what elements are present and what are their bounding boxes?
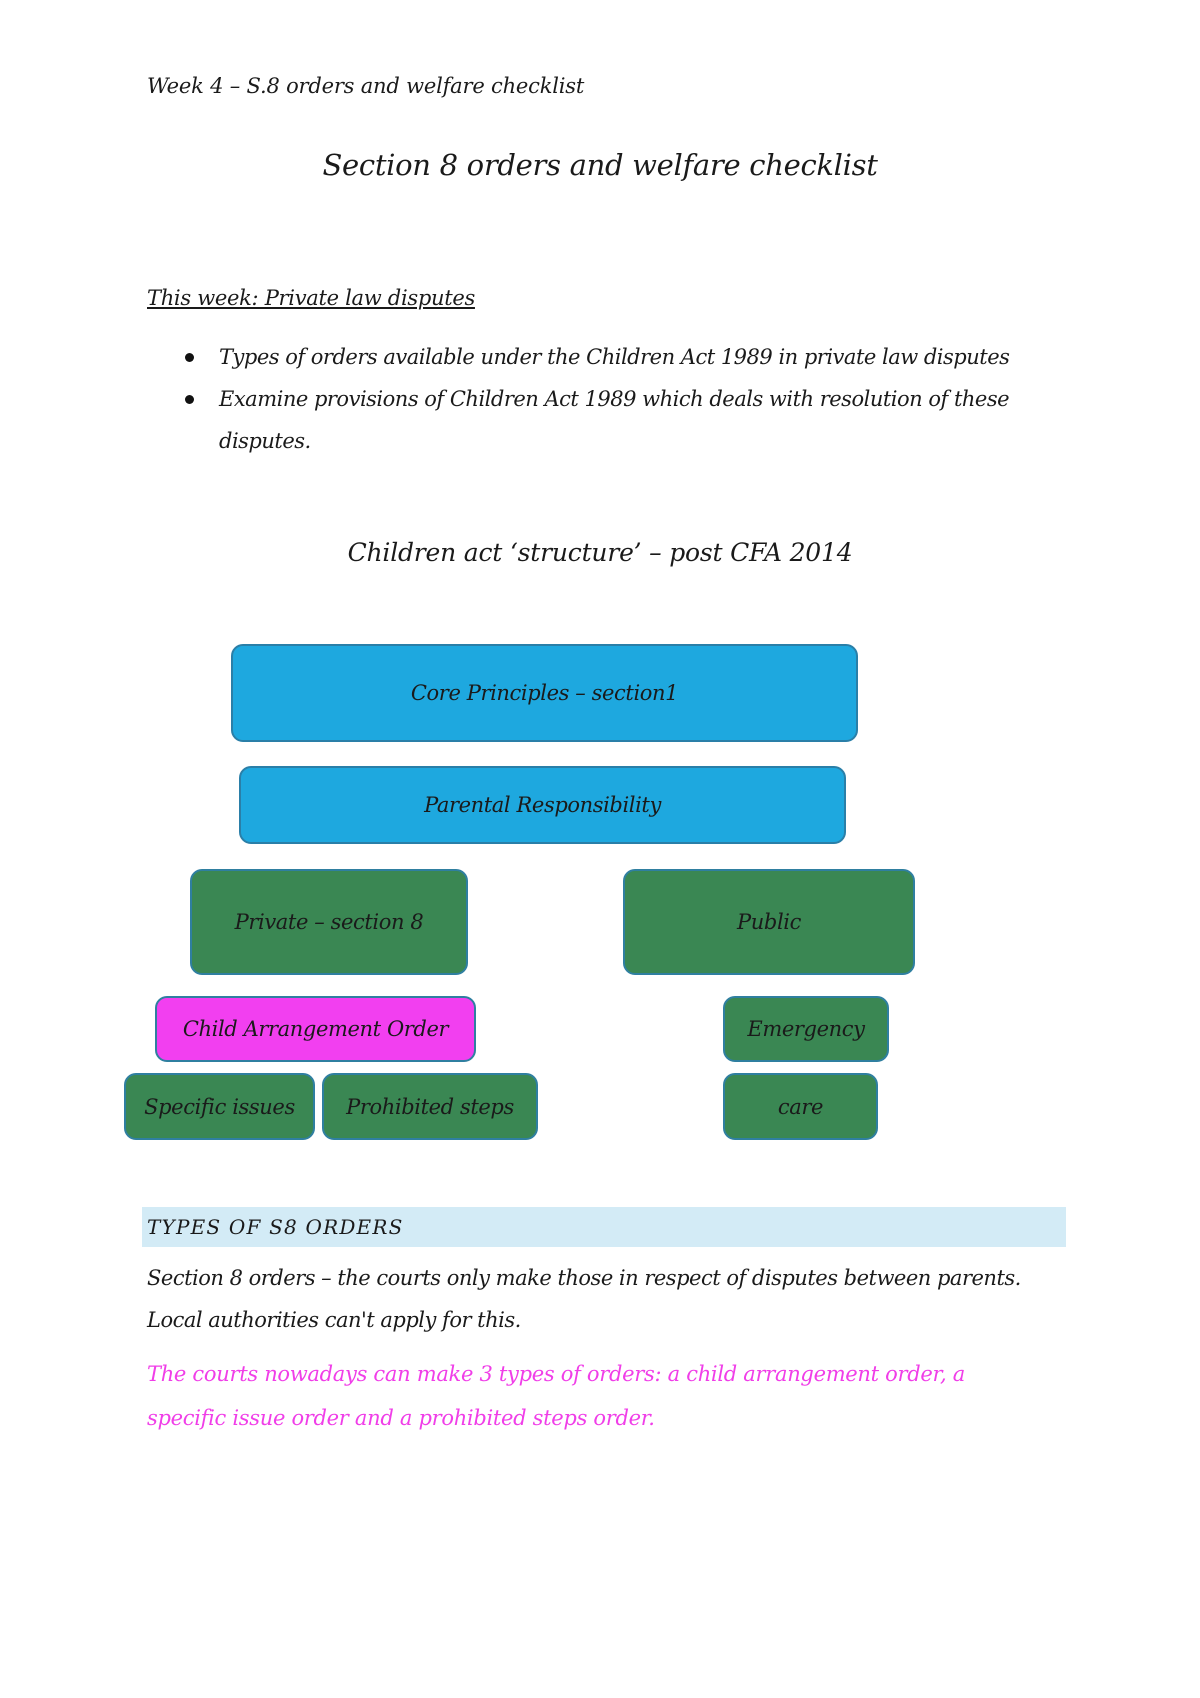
emergency-box [723,996,889,1062]
child-arrangement-order-box [155,996,476,1062]
list-item-text: Examine provisions of Children Act 1989 which deals with resolution of these disputes. [219,387,1010,453]
types-paragraph: Section 8 orders – the courts only make those in respect of disputes between parents. Local authorities can't apply for this. [147,1266,1021,1332]
list-item [147,378,1027,462]
parental-responsibility-box [239,766,846,844]
list-item [147,336,1027,378]
prohibited-steps-label: Prohibited steps [346,1094,514,1119]
specific-issues-box [124,1073,315,1140]
emergency-label: Emergency [747,1017,865,1041]
this-week-list [147,336,1027,462]
public-label: Public [737,910,801,934]
specific-issues-label: Specific issues [144,1094,295,1119]
private-section-8-box [190,869,468,975]
bullet-icon [185,353,194,362]
this-week-heading: This week: Private law disputes [147,286,475,310]
types-highlight-paragraph: The courts nowadays can make 3 types of orders: a child arrangement order, a specific issue order and a prohibited steps order. [147,1362,965,1430]
core-principles-box [231,644,858,742]
private-section-8-label: Private – section 8 [234,910,424,934]
care-label: care [777,1094,824,1119]
document-header: Week 4 – S.8 orders and welfare checklist [147,74,585,98]
parental-responsibility-label: Parental Responsibility [424,793,661,817]
structure-title: Children act ‘structure’ – post CFA 2014 [347,538,853,567]
bullet-icon [185,395,194,404]
types-section-heading-text: TYPES OF S8 ORDERS [147,1215,404,1239]
list-item-text: Types of orders available under the Children Act 1989 in private law disputes [219,345,1010,369]
public-box [623,869,915,975]
child-arrangement-order-label: Child Arrangement Order [182,1017,449,1041]
types-section-heading [142,1207,1066,1247]
prohibited-steps-box [322,1073,538,1140]
page-title: Section 8 orders and welfare checklist [322,148,878,182]
core-principles-label: Core Principles – section1 [410,681,679,705]
care-box [723,1073,878,1140]
